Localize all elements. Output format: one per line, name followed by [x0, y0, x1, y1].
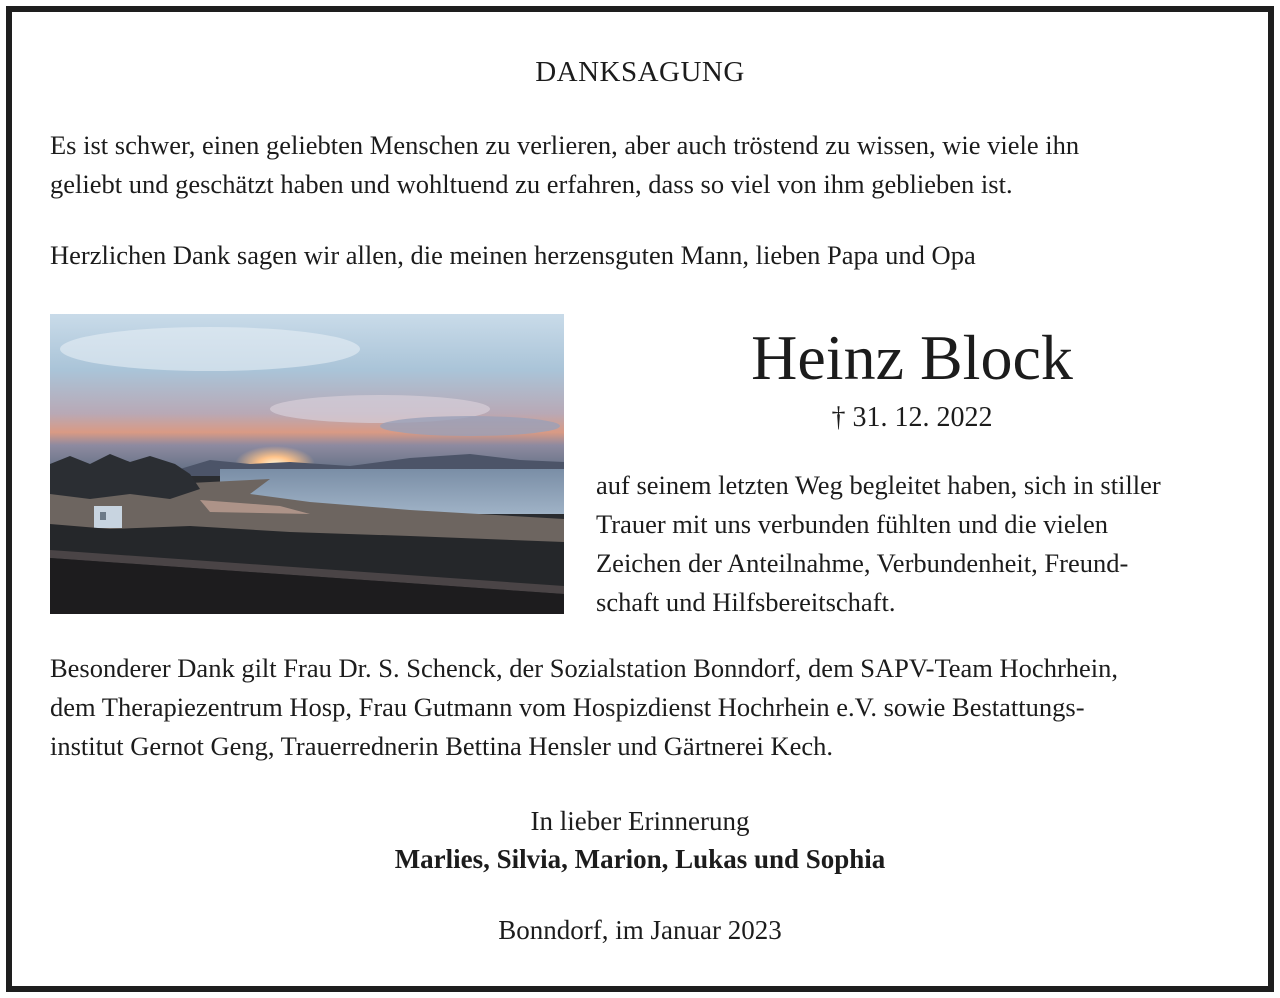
special-thanks-paragraph [50, 649, 1236, 766]
continuation-line: Zeichen der Anteilnahme, Verbundenheit, Freund- [596, 548, 1129, 578]
place-date: Bonndorf, im Januar 2023 [498, 915, 782, 945]
thanks-intro: Herzlichen Dank sagen wir allen, die meinen herzensguten Mann, lieben Papa und Opa [50, 240, 976, 270]
special-thanks-line: institut Gernot Geng, Trauerrednerin Bettina Hensler und Gärtnerei Kech. [50, 731, 834, 761]
obituary-notice [6, 6, 1274, 992]
special-thanks-line: dem Therapiezentrum Hosp, Frau Gutmann vom Hospizdienst Hochrhein e.V. sowie Bestattungs- [50, 692, 1085, 722]
continuation-paragraph [596, 466, 1230, 622]
closing-phrase: In lieber Erinnerung [530, 806, 750, 836]
intro-line: Es ist schwer, einen geliebten Menschen zu verlieren, aber auch tröstend zu wissen, wie viele ihn [50, 130, 1080, 160]
death-date: † 31. 12. 2022 [831, 402, 993, 433]
sunset-over-sea-photo [50, 314, 564, 614]
intro-paragraph [50, 126, 1236, 204]
intro-line: geliebt und geschätzt haben und wohltuend zu erfahren, dass so viel von ihm geblieben ist. [50, 169, 1013, 199]
notice-heading: DANKSAGUNG [535, 56, 745, 88]
continuation-line: Trauer mit uns verbunden fühlten und die vielen [596, 509, 1108, 539]
photo-illustration [50, 314, 564, 614]
continuation-line: auf seinem letzten Weg begleitet haben, sich in stiller [596, 470, 1161, 500]
special-thanks-line: Besonderer Dank gilt Frau Dr. S. Schenck, der Sozialstation Bonndorf, dem SAPV-Team Hochrhein, [50, 653, 1119, 683]
deceased-name: Heinz Block [751, 322, 1073, 393]
signers: Marlies, Silvia, Marion, Lukas und Sophia [394, 844, 886, 874]
continuation-line: schaft und Hilfsbereitschaft. [596, 587, 896, 617]
